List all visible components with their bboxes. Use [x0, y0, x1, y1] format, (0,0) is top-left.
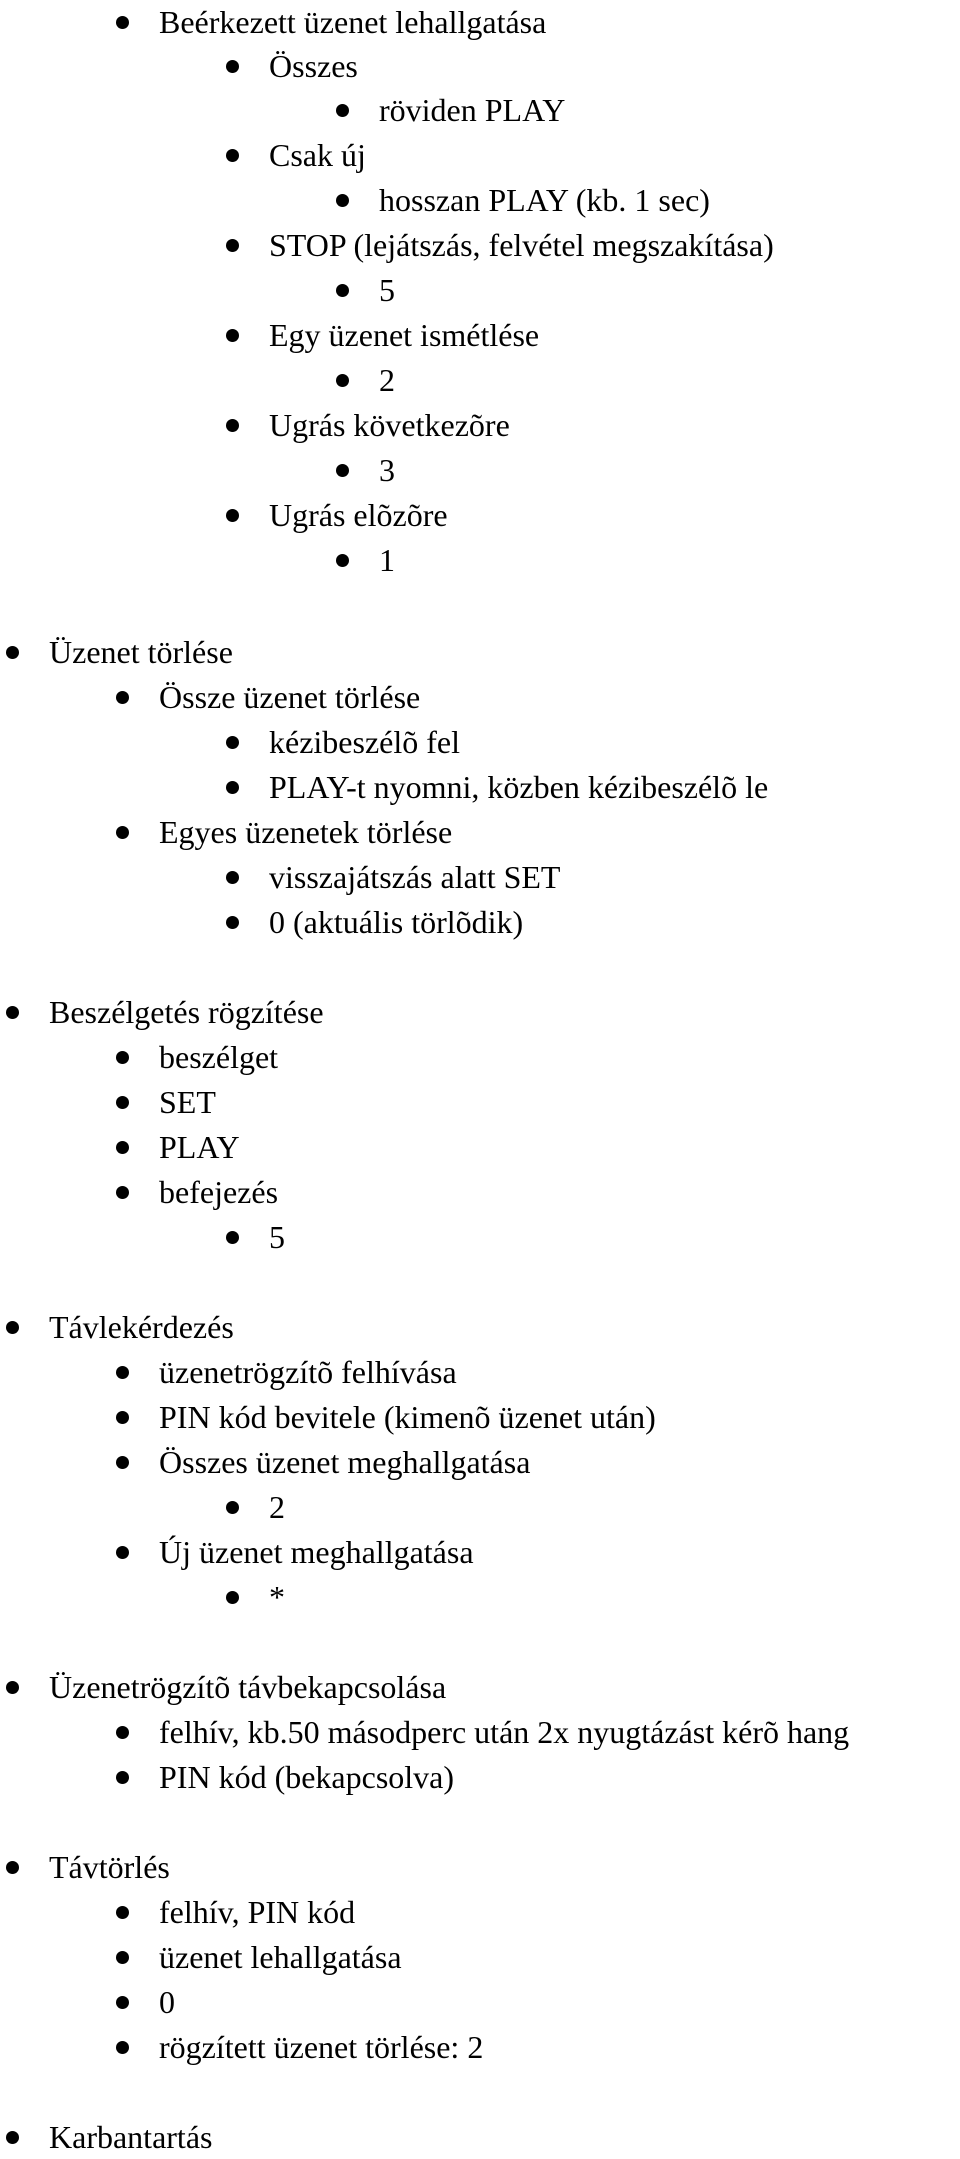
outline-item-level-3	[0, 1575, 285, 1619]
bullet-icon	[116, 1906, 129, 1919]
bullet-icon	[336, 104, 349, 117]
bullet-icon	[336, 374, 349, 387]
outline-item-level-2	[0, 1710, 849, 1754]
outline-item-text: Összes	[269, 48, 358, 84]
outline-item-level-3	[0, 403, 510, 447]
outline-item-level-2	[0, 810, 452, 854]
outline-item-text: Összes üzenet meghallgatása	[159, 1444, 531, 1480]
bullet-icon	[116, 1996, 129, 2009]
bullet-icon	[116, 1726, 129, 1739]
outline-item-level-3	[0, 1485, 285, 1529]
outline-item-level-2	[0, 1170, 278, 1214]
bullet-icon	[336, 554, 349, 567]
outline-item-text: 2	[269, 1489, 285, 1525]
outline-item-text: üzenetrögzítõ felhívása	[159, 1354, 457, 1390]
bullet-icon	[226, 60, 239, 73]
outline-item-text: STOP (lejátszás, felvétel megszakítása)	[269, 227, 774, 263]
outline-item-level-1	[0, 1665, 446, 1709]
bullet-icon	[116, 691, 129, 704]
bullet-icon	[6, 1006, 19, 1019]
outline-item-level-2	[0, 1530, 474, 1574]
outline-item-text: Üzenetrögzítõ távbekapcsolása	[49, 1669, 447, 1705]
bullet-icon	[226, 509, 239, 522]
outline-item-level-1	[0, 1845, 170, 1889]
bullet-icon	[116, 1186, 129, 1199]
outline-item-level-2	[0, 1125, 240, 1169]
outline-item-level-3	[0, 313, 539, 357]
bullet-icon	[6, 1321, 19, 1334]
outline-item-text: Beszélgetés rögzítése	[49, 994, 324, 1030]
outline-item-level-3	[0, 223, 774, 267]
outline-item-text: befejezés	[159, 1174, 279, 1210]
bullet-icon	[226, 149, 239, 162]
outline-item-level-1	[0, 990, 324, 1034]
outline-item-level-3	[0, 900, 523, 944]
outline-item-text: 3	[379, 452, 395, 488]
outline-item-text: rögzített üzenet törlése: 2	[159, 2029, 484, 2065]
outline-item-level-3	[0, 765, 768, 809]
bullet-icon	[116, 1366, 129, 1379]
outline-item-text: Egyes üzenetek törlése	[159, 814, 453, 850]
outline-item-text: 0	[159, 1984, 175, 2020]
bullet-icon	[226, 419, 239, 432]
bullet-icon	[116, 16, 129, 29]
bullet-icon	[116, 1456, 129, 1469]
outline-item-text: Beérkezett üzenet lehallgatása	[159, 4, 547, 40]
outline-item-text: SET	[159, 1084, 216, 1120]
bullet-icon	[226, 239, 239, 252]
outline-item-level-2	[0, 1440, 530, 1484]
bullet-icon	[226, 871, 239, 884]
outline-item-text: Távlekérdezés	[49, 1309, 234, 1345]
bullet-icon	[6, 1681, 19, 1694]
outline-item-level-2	[0, 1395, 656, 1439]
outline-item-text: PLAY-t nyomni, közben kézibeszélõ le	[269, 769, 769, 805]
bullet-icon	[116, 1546, 129, 1559]
bullet-icon	[116, 1051, 129, 1064]
outline-item-level-3	[0, 44, 358, 88]
outline-item-level-3	[0, 493, 448, 537]
outline-item-level-2	[0, 1080, 216, 1124]
bullet-icon	[336, 284, 349, 297]
outline-item-level-4	[0, 448, 395, 492]
outline-item-level-4	[0, 268, 395, 312]
outline-item-text: Ugrás elõzõre	[269, 497, 448, 533]
outline-item-text: 0 (aktuális törlõdik)	[269, 904, 524, 940]
outline-item-level-3	[0, 855, 560, 899]
outline-item-level-2	[0, 0, 546, 44]
outline-item-text: hosszan PLAY (kb. 1 sec)	[379, 182, 710, 218]
outline-item-level-2	[0, 1755, 454, 1799]
outline-item-text: PLAY	[159, 1129, 240, 1165]
outline-item-text: *	[269, 1579, 285, 1615]
bullet-icon	[6, 2131, 19, 2144]
bullet-icon	[226, 781, 239, 794]
outline-item-level-2	[0, 1350, 457, 1394]
outline-item-text: 1	[379, 542, 395, 578]
bullet-icon	[226, 1231, 239, 1244]
bullet-icon	[6, 1861, 19, 1874]
outline-item-level-1	[0, 630, 233, 674]
bullet-icon	[226, 329, 239, 342]
outline-item-text: röviden PLAY	[379, 92, 566, 128]
outline-item-level-2	[0, 1980, 175, 2024]
outline-item-level-4	[0, 88, 565, 132]
outline-item-text: 5	[379, 272, 395, 308]
outline-item-level-4	[0, 178, 710, 222]
outline-item-text: PIN kód (bekapcsolva)	[159, 1759, 455, 1795]
outline-item-level-2	[0, 675, 420, 719]
bullet-icon	[116, 2041, 129, 2054]
outline-item-level-2	[0, 2025, 483, 2069]
outline-item-text: üzenet lehallgatása	[159, 1939, 402, 1975]
outline-item-text: Csak új	[269, 137, 366, 173]
outline-item-text: felhív, PIN kód	[159, 1894, 356, 1930]
bullet-icon	[6, 646, 19, 659]
outline-item-level-3	[0, 1215, 285, 1259]
bullet-icon	[226, 1591, 239, 1604]
outline-item-text: visszajátszás alatt SET	[269, 859, 561, 895]
outline-item-text: 2	[379, 362, 395, 398]
outline-item-level-2	[0, 1935, 402, 1979]
bullet-icon	[116, 1096, 129, 1109]
outline-item-text: Egy üzenet ismétlése	[269, 317, 540, 353]
bullet-icon	[226, 916, 239, 929]
bullet-icon	[116, 1141, 129, 1154]
outline-item-text: Új üzenet meghallgatása	[159, 1534, 474, 1570]
outline-item-level-1	[0, 1305, 234, 1349]
outline-item-text: 5	[269, 1219, 285, 1255]
outline-item-text: Távtörlés	[49, 1849, 170, 1885]
bullet-icon	[116, 1411, 129, 1424]
outline-item-level-3	[0, 720, 460, 764]
outline-item-text: kézibeszélõ fel	[269, 724, 460, 760]
bullet-icon	[226, 736, 239, 749]
bullet-icon	[336, 194, 349, 207]
bullet-icon	[116, 826, 129, 839]
outline-item-text: felhív, kb.50 másodperc után 2x nyugtázást kérõ hang	[159, 1714, 850, 1750]
outline-item-level-3	[0, 133, 366, 177]
bullet-icon	[116, 1771, 129, 1784]
outline-item-level-2	[0, 1890, 355, 1934]
outline-item-level-2	[0, 1035, 278, 1079]
outline-item-level-1	[0, 2115, 212, 2159]
outline-item-level-4	[0, 538, 395, 582]
outline-item-text: Karbantartás	[49, 2119, 213, 2155]
outline-item-text: Össze üzenet törlése	[159, 679, 421, 715]
bullet-icon	[116, 1951, 129, 1964]
bullet-icon	[336, 464, 349, 477]
outline-item-text: PIN kód bevitele (kimenõ üzenet után)	[159, 1399, 656, 1435]
outline-item-text: Üzenet törlése	[49, 634, 233, 670]
outline-item-text: Ugrás következõre	[269, 407, 510, 443]
outline-item-level-4	[0, 358, 395, 402]
bullet-icon	[226, 1501, 239, 1514]
outline-item-text: beszélget	[159, 1039, 279, 1075]
